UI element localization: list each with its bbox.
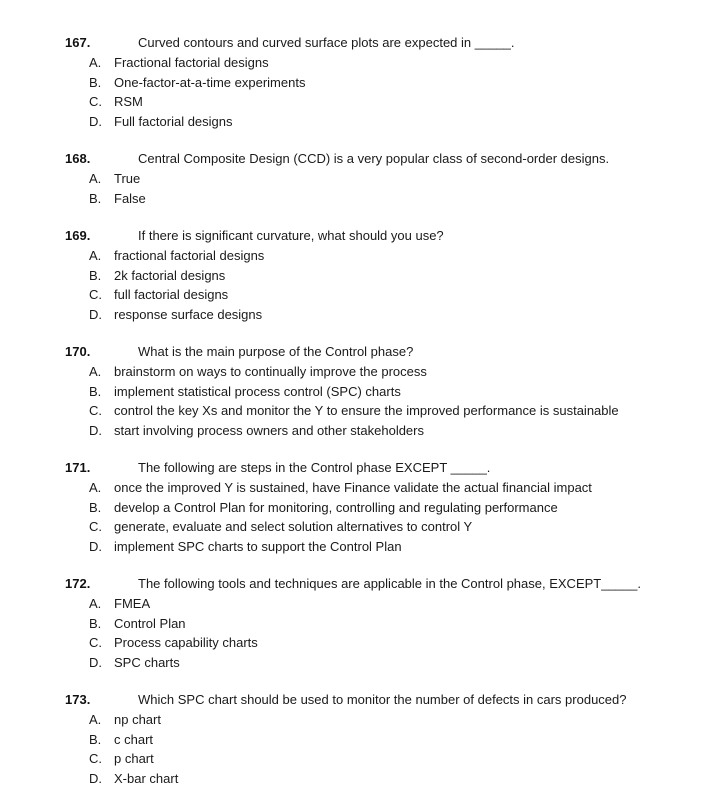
option-letter: B.	[89, 190, 102, 206]
option-letter: A.	[89, 712, 102, 727]
question-171	[0, 458, 727, 556]
option-c	[0, 633, 727, 653]
option-text: X-bar chart	[114, 770, 179, 786]
option-text: Full factorial designs	[114, 113, 233, 129]
option-text: develop a Control Plan for monitoring, controlling and regulating performance	[114, 499, 558, 515]
question-number: 167.	[65, 35, 91, 50]
option-b	[0, 382, 727, 402]
option-text: FMEA	[114, 596, 151, 611]
option-b	[0, 498, 727, 518]
option-b	[0, 730, 727, 750]
option-letter: D.	[89, 422, 102, 438]
question-text: The following tools and techniques are applicable in the Control phase, EXCEPT_____.	[138, 576, 641, 591]
option-text: False	[114, 190, 146, 206]
option-b	[0, 614, 727, 634]
option-a	[0, 710, 727, 730]
option-text: full factorial designs	[114, 287, 229, 302]
option-text: start involving process owners and other stakeholders	[114, 422, 424, 438]
question-text: What is the main purpose of the Control phase?	[138, 344, 414, 359]
option-letter: D.	[89, 770, 102, 786]
question-170	[0, 342, 727, 440]
question-text: Central Composite Design (CCD) is a very popular class of second-order designs.	[138, 151, 610, 166]
option-text: implement statistical process control (SPC) charts	[114, 383, 401, 399]
option-text: 2k factorial designs	[114, 267, 226, 283]
option-b	[0, 189, 727, 209]
option-letter: A.	[89, 480, 102, 495]
question-number: 172.	[65, 576, 91, 591]
option-letter: A.	[89, 171, 102, 186]
option-d	[0, 112, 727, 132]
option-letter: D.	[89, 113, 102, 129]
option-a	[0, 362, 727, 382]
option-letter: B.	[89, 615, 102, 631]
option-letter: C.	[89, 519, 102, 534]
option-text: np chart	[114, 712, 161, 727]
option-letter: B.	[89, 74, 102, 90]
option-c	[0, 285, 727, 305]
option-text: Process capability charts	[114, 635, 258, 650]
option-c	[0, 92, 727, 112]
option-letter: C.	[89, 94, 102, 109]
option-d	[0, 653, 727, 673]
option-text: c chart	[114, 731, 154, 747]
option-text: One-factor-at-a-time experiments	[114, 74, 306, 90]
question-text: If there is significant curvature, what should you use?	[138, 228, 444, 243]
option-text: implement SPC charts to support the Control Plan	[114, 538, 402, 554]
option-letter: A.	[89, 596, 102, 611]
option-d	[0, 769, 727, 789]
option-text: p chart	[114, 751, 154, 766]
option-letter: C.	[89, 751, 102, 766]
option-text: True	[114, 171, 141, 186]
option-b	[0, 266, 727, 286]
option-a	[0, 169, 727, 189]
question-number: 173.	[65, 692, 91, 707]
option-text: fractional factorial designs	[114, 248, 265, 263]
option-text: control the key Xs and monitor the Y to ensure the improved performance is sustainable	[114, 403, 619, 418]
option-a	[0, 246, 727, 266]
option-letter: B.	[89, 499, 102, 515]
option-a	[0, 478, 727, 498]
option-text: generate, evaluate and select solution alternatives to control Y	[114, 519, 473, 534]
option-a	[0, 594, 727, 614]
option-c	[0, 517, 727, 537]
question-173	[0, 690, 727, 788]
option-letter: B.	[89, 267, 102, 283]
question-168	[0, 149, 727, 208]
option-letter: D.	[89, 654, 102, 670]
question-text: Which SPC chart should be used to monitor the number of defects in cars produced?	[138, 692, 627, 707]
option-text: Control Plan	[114, 615, 186, 631]
question-number: 171.	[65, 460, 91, 475]
option-c	[0, 749, 727, 769]
option-letter: A.	[89, 248, 102, 263]
question-167	[0, 33, 727, 131]
option-letter: B.	[89, 731, 102, 747]
option-letter: A.	[89, 364, 102, 379]
option-d	[0, 537, 727, 557]
question-172	[0, 574, 727, 672]
option-d	[0, 421, 727, 441]
option-letter: D.	[89, 306, 102, 322]
option-text: brainstorm on ways to continually improve the process	[114, 364, 427, 379]
option-letter: B.	[89, 383, 102, 399]
question-169	[0, 226, 727, 324]
question-number: 168.	[65, 151, 91, 166]
option-text: RSM	[114, 94, 143, 109]
option-text: Fractional factorial designs	[114, 55, 269, 70]
option-text: once the improved Y is sustained, have Finance validate the actual financial impact	[114, 480, 592, 495]
option-b	[0, 73, 727, 93]
option-letter: C.	[89, 287, 102, 302]
option-text: SPC charts	[114, 654, 180, 670]
question-number: 170.	[65, 344, 91, 359]
option-c	[0, 401, 727, 421]
option-letter: A.	[89, 55, 102, 70]
option-a	[0, 53, 727, 73]
question-text: Curved contours and curved surface plots are expected in _____.	[138, 35, 515, 50]
option-d	[0, 305, 727, 325]
option-letter: D.	[89, 538, 102, 554]
option-letter: C.	[89, 403, 102, 418]
question-text: The following are steps in the Control phase EXCEPT _____.	[138, 460, 491, 475]
option-text: response surface designs	[114, 306, 263, 322]
option-letter: C.	[89, 635, 102, 650]
question-number: 169.	[65, 228, 91, 243]
